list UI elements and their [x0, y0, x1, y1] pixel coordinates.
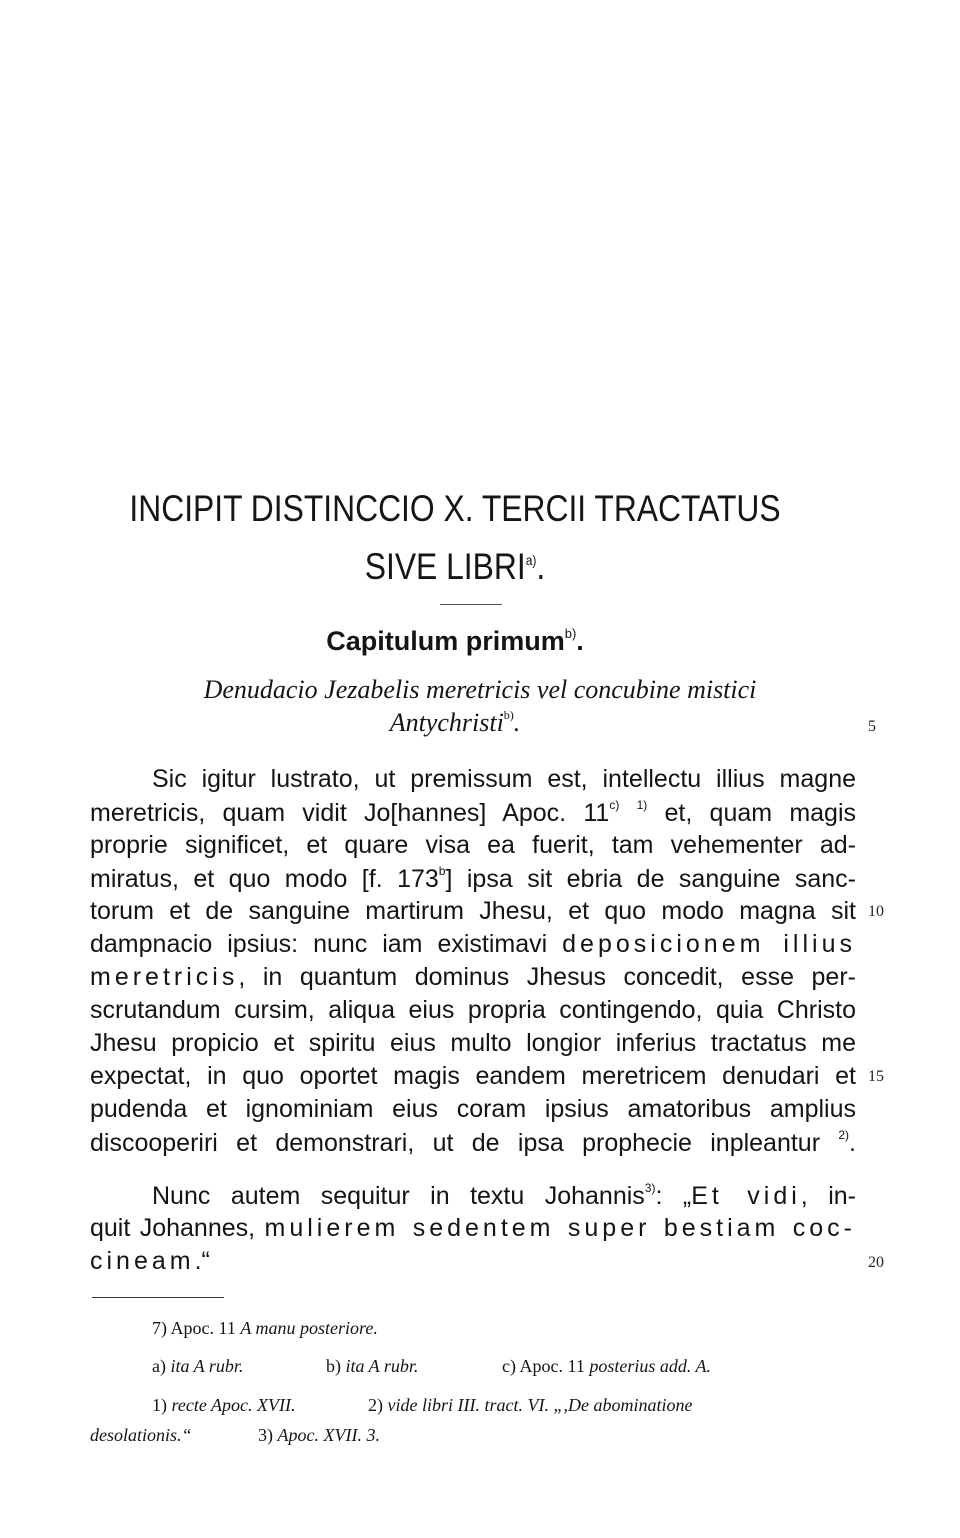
- subtitle-text-1: Denudacio Jezabelis meretricis vel concubine mistici: [203, 675, 757, 704]
- footnote-divider: [92, 1297, 224, 1298]
- heading-divider: [440, 604, 502, 605]
- spaced-text: deposicionem illius: [562, 930, 856, 958]
- line-number: 10: [868, 903, 884, 920]
- footnote: a) ita A rubr.: [152, 1356, 244, 1376]
- footnote-mark: a): [525, 552, 537, 568]
- footnote-mark: 3): [644, 1181, 656, 1195]
- footnote: 3) Apoc. XVII. 3.: [258, 1425, 380, 1445]
- footnote: desolationis.“: [90, 1425, 192, 1445]
- spaced-text: mulierem sedentem super bestiam coc-: [264, 1214, 857, 1242]
- body-line: expectat, in quo oportet magis eandem meretricem denudari et: [90, 1062, 856, 1090]
- line-number: 5: [868, 718, 876, 735]
- footnote: 7) Apoc. 11 A manu posteriore.: [152, 1318, 378, 1338]
- chapter-tail: .: [576, 626, 584, 656]
- body-line: cineam.“: [90, 1247, 210, 1275]
- chapter-title: [0, 626, 910, 657]
- body-line: Sic igitur lustrato, ut premissum est, intellectu illius magne: [152, 765, 856, 793]
- footnote-mark: 1): [636, 798, 648, 812]
- spaced-text: meretricis: [90, 963, 239, 991]
- line-number: 15: [868, 1068, 884, 1085]
- section-heading-line-2: [64, 546, 847, 588]
- footnote: 1) recte Apoc. XVII.: [152, 1395, 296, 1415]
- body-line: meretricis, in quantum dominus Jhesus concedit, esse per-: [90, 963, 856, 991]
- footnote-mark: 2): [838, 1128, 850, 1142]
- footnote-mark: b): [564, 626, 577, 641]
- chapter-subtitle-line-1: [0, 675, 960, 705]
- body-line: Nunc autem sequitur in textu Johannis$^{3)}$: „Et vidi, in-: [152, 1181, 856, 1210]
- footnote-mark: b): [503, 708, 514, 722]
- body-line: dampnacio ipsius: nunc iam existimavi deposicionem illius: [90, 930, 856, 958]
- footnote: c) Apoc. 11 posterius add. A.: [502, 1356, 712, 1376]
- body-line: scrutandum cursim, aliqua eius propria contingendo, quia Christo: [90, 996, 856, 1024]
- subtitle-tail: .: [513, 708, 521, 737]
- chapter-subtitle-line-2: [0, 708, 910, 738]
- heading-tail: .: [536, 546, 546, 587]
- body-line: proprie significet, et quare visa ea fuerit, tam vehementer ad-: [90, 831, 856, 859]
- chapter-title-text: Capitulum primum: [326, 626, 565, 656]
- heading-text-1: INCIPIT DISTINCCIO X. TERCII TRACTATUS: [129, 488, 781, 529]
- spaced-text: Et vidi: [691, 1182, 801, 1210]
- heading-text-2: SIVE LIBRI: [364, 546, 526, 587]
- section-heading-line-1: [64, 488, 847, 530]
- body-line: meretricis, quam vidit Jo[hannes] Apoc. 11$^{c)}$ $^{1)}$ et, quam magis: [90, 798, 857, 827]
- footnote-mark: c): [609, 798, 620, 812]
- body-line: pudenda et ignominiam eius coram ipsius amatoribus amplius: [90, 1095, 856, 1123]
- body-line: discooperiri et demonstrari, ut de ipsa prophecie inpleantur $^{2)}$.: [90, 1128, 856, 1157]
- body-line: miratus, et quo modo [f. 173$^b$] ipsa sit ebria de sanguine sanc-: [90, 864, 856, 893]
- spaced-text: cineam: [90, 1247, 195, 1275]
- footnote: 2) vide libri III. tract. VI. „,De abominatione: [368, 1395, 693, 1415]
- footnote-mark: b: [438, 864, 446, 878]
- subtitle-text-2: Antychristi: [389, 708, 504, 737]
- line-number: 20: [868, 1254, 884, 1271]
- body-line: Jhesu propicio et spiritu eius multo longior inferius tractatus me: [90, 1029, 856, 1057]
- body-line: torum et de sanguine martirum Jhesu, et quo modo magna sit: [90, 897, 856, 925]
- body-line: quit Johannes, mulierem sedentem super bestiam coc-: [90, 1214, 857, 1242]
- footnote: b) ita A rubr.: [326, 1356, 419, 1376]
